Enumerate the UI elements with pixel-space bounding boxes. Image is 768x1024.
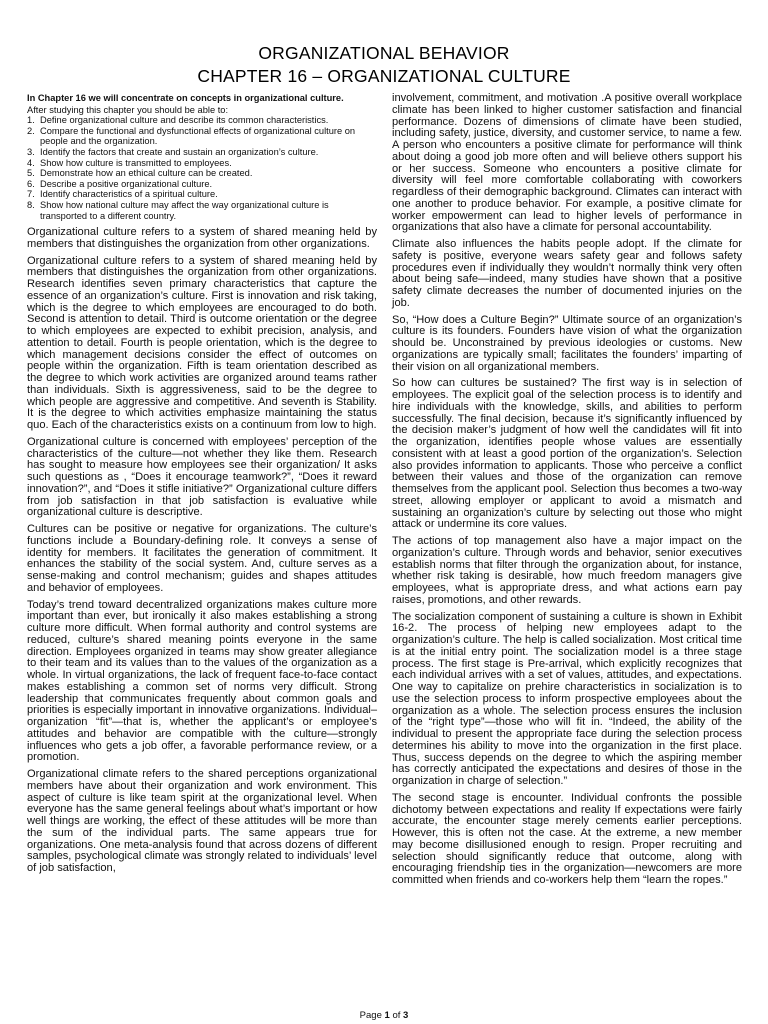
objective-item (27, 147, 377, 158)
objective-number: 7. (27, 189, 35, 200)
page-label: Page (359, 1010, 382, 1021)
objective-text: Identify the factors that create and sustain an organization’s culture. (40, 146, 319, 157)
objective-text: Compare the functional and dysfunctional effects of organizational culture on people and the organization. (40, 125, 356, 147)
page-total: 3 (403, 1010, 409, 1021)
intro-heading: In Chapter 16 we will concentrate on concepts in organizational culture. (27, 93, 344, 103)
chapter-intro (27, 93, 377, 221)
objective-item (27, 189, 377, 200)
chapter-title: CHAPTER 16 – ORGANIZATIONAL CULTURE (197, 66, 571, 86)
objective-text: Demonstrate how an ethical culture can be created. (40, 168, 253, 179)
objective-number: 8. (27, 199, 35, 210)
document-title: ORGANIZATIONAL BEHAVIOR (258, 43, 510, 63)
objective-item (27, 168, 377, 179)
objective-number: 2. (27, 125, 35, 136)
objective-number: 5. (27, 168, 35, 179)
paragraph-seven-characteristics: Organizational culture refers to a system of shared meaning held by members that distinguishes the organization from other organizations. Research identifies seven primary characteristics that capture the essence of an organization’s culture. First is innovation and risk taking, which is the degree to which employees are encouraged to do both. Second is attention to detail. Third is outcome orientation or the degree to which employees are expected to exhibit precision, analysis, and attention to detail. Fourth is people orientation, which is the degree to which management decisions consider the effect of outcomes on people within the organization. Fifth is team orientation described as the degree to which work activities are organized around teams rather than individuals. Sixth is aggressiveness, said to be the degree to which people are aggressive and competitive. And seventh is Stability. It is the degree to which activities emphasize maintaining the status quo. Each of the characteristics exists on a continuum from low to high. (27, 254, 377, 432)
paragraph-culture-functions: Cultures can be positive or negative for organizations. The culture’s functions include a Boundary-defining role. It conveys a sense of identity for members. It facilitates the generation of commitment. It enhances the stability of the social system. And, culture serves as a sense-making and control mechanism; guides and shapes attitudes and behavior of employees. (27, 523, 377, 594)
objective-number: 3. (27, 146, 35, 157)
page-footer (0, 1010, 768, 1021)
paragraph-selection: So how can cultures be sustained? The first way is in selection of employees. The explicit goal of the selection process is to identify and hire individuals with the knowledge, skills, and abilities to perform successfully. The final decision, because it’s significantly influenced by the decision maker’s judgment of how well the candidates will fit into the organization, identifies people whose values are essentially consistent with at least a good portion of the organization’s. Selection also provides information to applicants. Those who perceive a conflict between their values and those of the organization can remove themselves from the applicant pool. Selection thus becomes a two-way street, allowing employer or applicant to avoid a mismatch and sustaining an organization’s culture by selecting out those who might attack or undermine its core values. (392, 377, 742, 531)
paragraph-culture-begin: So, “How does a Culture Begin?” Ultimate source of an organization’s culture is its founders. Founders have vision of what the organization should be. Unconstrained by previous ideologies or customs. New organizations are typically small; facilitates the founders’ imparting of their vision on all organizational members. (392, 313, 742, 373)
objective-item (27, 115, 377, 126)
objective-item (27, 126, 377, 147)
left-column (27, 93, 377, 880)
page-number: 1 (384, 1010, 390, 1021)
paragraph-decentralized-trend: Today’s trend toward decentralized organizations makes culture more important than ever, but ironically it also makes establishing a strong culture more difficult. When formal authority and control systems are reduced, culture’s shared meaning points everyone in the same direction. Employees organized in teams may show greater allegiance to their team and its values than to the values of the organization as a whole. In virtual organizations, the lack of frequent face-to-face contact makes establishing a common set of norms very difficult. Strong leadership that communicates frequently about common goals and priorities is especially important in innovative organizations. Individual–organization “fit”—that is, whether the applicant’s or employee’s attitudes and behavior are compatible with the culture—strongly influences who gets a job offer, a favorable performance review, or a promotion. (27, 598, 377, 764)
intro-subheading: After studying this chapter you should be able to: (27, 104, 229, 115)
of-label: of (392, 1010, 401, 1021)
objective-text: Show how national culture may affect the way organizational culture is transported to a different country. (40, 199, 329, 221)
objective-text: Identify characteristics of a spiritual culture. (40, 189, 218, 200)
objective-number: 1. (27, 115, 35, 126)
paragraph-culture-definition: Organizational culture refers to a system of shared meaning held by members that distinguishes the organization from other organizations. (27, 226, 377, 250)
paragraph-climate-continued: involvement, commitment, and motivation .A positive overall workplace climate has been linked to higher customer satisfaction and financial performance. Dozens of dimensions of climate have been studied, including safety, justice, diversity, and customer service, to name a few. A person who encounters a positive climate for performance will think about doing a good job more often and will believe others support his or her success. Someone who encounters a positive climate for diversity will feel more comfortable collaborating with coworkers regardless of their demographic background. Climates can interact with one another to produce behavior. For example, a positive climate for worker empowerment can lead to higher levels of performance in organizations that also have a climate for personal accountability. (392, 92, 742, 234)
paragraph-encounter: The second stage is encounter. Individual confronts the possible dichotomy between expectations and reality If expectations were fairly accurate, the encounter stage merely cements earlier perceptions. However, this is often not the case. At the extreme, a new member may become disillusioned enough to resign. Proper recruiting and selection should significantly reduce that outcome, along with encouraging friendship ties in the organization—newcomers are more committed when friends and co-workers help them “learn the ropes.” (392, 791, 742, 886)
objective-text: Describe a positive organizational culture. (40, 178, 213, 189)
objective-text: Define organizational culture and describe its common characteristics. (40, 115, 329, 126)
paragraph-organizational-climate: Organizational climate refers to the shared perceptions organizational members have about their organization and work environment. This aspect of culture is like team spirit at the organizational level. When everyone has the same general feelings about what’s important or how well things are working, the effect of these attitudes will be more than the sum of the individual parts. The same appears true for organizations. One meta-analysis found that across dozens of different samples, psychological climate was strongly related to individuals’ level of job satisfaction, (27, 768, 377, 875)
paragraph-employee-perception: Organizational culture is concerned with employees’ perception of the characteristics of the culture—not whether they like them. Research has sought to measure how employees see their organization/ It asks such questions as , “Does it encourage teamwork?”, “Does it reward innovation?”, and “Does it stifle initiative?” Organizational culture differs from job satisfaction in that job satisfaction is evaluative while organizational culture is descriptive. (27, 435, 377, 519)
right-column (392, 93, 742, 892)
objective-item (27, 200, 377, 221)
objective-number: 6. (27, 178, 35, 189)
objective-item (27, 158, 377, 169)
objective-item (27, 179, 377, 190)
learning-objectives (27, 115, 377, 221)
page-header (0, 42, 768, 88)
paragraph-safety-climate: Climate also influences the habits people adopt. If the climate for safety is positive, everyone wears safety gear and follows safety procedures even if individually they wouldn’t normally think very often about being safe—indeed, many studies have shown that a positive safety climate decreases the number of documented injuries on the job. (392, 238, 742, 309)
paragraph-top-management: The actions of top management also have a major impact on the organization’s culture. Through words and behavior, senior executives establish norms that filter through the organization about, for instance, whether risk taking is desirable, how much freedom managers give employees, what is appropriate dress, and what actions earn pay raises, promotions, and other rewards. (392, 535, 742, 606)
objective-number: 4. (27, 157, 35, 168)
paragraph-socialization: The socialization component of sustaining a culture is shown in Exhibit 16-2. The process of helping new employees adapt to the organization’s culture. The help is called socialization. Most critical time is at the initial entry point. The socialization model is a three stage process. The first stage is Pre-arrival, which explicitly recognizes that each individual arrives with a set of values, attitudes, and expectations. One way to capitalize on prehire characteristics in socialization is to use the selection process to inform prospective employees about the organization as a whole. The selection process ensures the inclusion of the “right type”—those who will fit in. “Indeed, the ability of the individual to present the appropriate face during the selection process determines his ability to move into the organization in the first place. Thus, success depends on the degree to which the aspiring member has correctly anticipated the expectations and desires of those in the organization in charge of selection.” (392, 610, 742, 787)
objective-text: Show how culture is transmitted to employees. (40, 157, 232, 168)
